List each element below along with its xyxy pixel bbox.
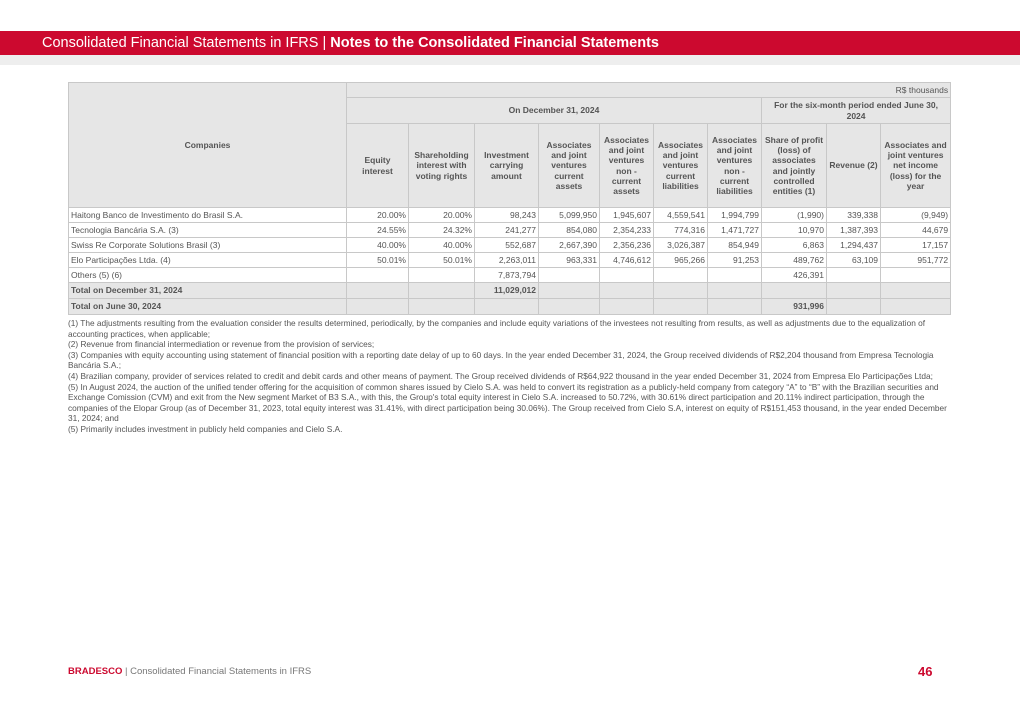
noncurrent-liabilities-cell: 854,949 — [708, 238, 762, 253]
revenue-cell — [827, 268, 881, 283]
noncurrent-assets-cell: 2,356,236 — [600, 238, 654, 253]
revenue-cell: 63,109 — [827, 253, 881, 268]
footer-text: Consolidated Financial Statements in IFRS — [130, 666, 312, 677]
share-profit-cell: 10,970 — [762, 223, 827, 238]
total-june-share: 931,996 — [762, 299, 827, 315]
voting-cell: 40.00% — [409, 238, 475, 253]
equity-cell: 20.00% — [347, 208, 409, 223]
investments-table — [68, 82, 951, 315]
table-row — [69, 253, 951, 268]
share-profit-cell: 426,391 — [762, 268, 827, 283]
current-liabilities-cell: 3,026,387 — [654, 238, 708, 253]
units-label: R$ thousands — [347, 83, 951, 98]
equity-cell: 40.00% — [347, 238, 409, 253]
noncurrent-assets-cell: 4,746,612 — [600, 253, 654, 268]
net-income-cell: (9,949) — [881, 208, 951, 223]
footnote: (2) Revenue from financial intermediation or revenue from the provision of services; — [68, 339, 375, 350]
group-december: On December 31, 2024 — [347, 98, 762, 124]
investment-cell: 241,277 — [475, 223, 539, 238]
revenue-cell: 1,294,437 — [827, 238, 881, 253]
revenue-cell: 1,387,393 — [827, 223, 881, 238]
equity-cell — [347, 268, 409, 283]
table-row — [69, 208, 951, 223]
table-row — [69, 238, 951, 253]
company-name: Haitong Banco de Investimento do Brasil S.A. — [69, 208, 347, 223]
noncurrent-assets-cell: 2,354,233 — [600, 223, 654, 238]
equity-cell: 24.55% — [347, 223, 409, 238]
col-current-assets: Associates and joint ventures current assets — [539, 124, 600, 208]
table-row — [69, 268, 951, 283]
col-revenue: Revenue (2) — [827, 124, 881, 208]
share-profit-cell: 489,762 — [762, 253, 827, 268]
col-equity-interest: Equity interest — [347, 124, 409, 208]
col-noncurrent-assets: Associates and joint ventures non - current assets — [600, 124, 654, 208]
share-profit-cell: (1,990) — [762, 208, 827, 223]
current-assets-cell: 854,080 — [539, 223, 600, 238]
noncurrent-liabilities-cell: 91,253 — [708, 253, 762, 268]
table-row — [69, 223, 951, 238]
footnote: (3) Companies with equity accounting using statement of financial position with a reporting date delay of up to 60 days. In the year ended December 31, 2024, the Group received dividends of R$2,204 thousand from Empresa Tecnologia Bancária S.A.; — [68, 349, 934, 371]
noncurrent-liabilities-cell: 1,994,799 — [708, 208, 762, 223]
current-liabilities-cell: 774,316 — [654, 223, 708, 238]
investment-cell: 7,873,794 — [475, 268, 539, 283]
col-noncurrent-liabilities: Associates and joint ventures non - current liabilities — [708, 124, 762, 208]
footnote: (5) In August 2024, the auction of the unified tender offering for the acquisition of common shares issued by Cielo S.A. was held to convert its registration as a publicly-held company from category “A” to “B” with the Brazilian securities and Exchange Comission (CVM) and exit from the New segment Market of B3 S.A., with this, the Group's total equity interest in Cielo S.A. increased to 50.72%, with 30.61% direct participation and 20.11% indirect participation, through the companies of the Elopar Group (as of December 31, 2023, total equity interest was 31.41%, with direct participation being 30.06%). The Group received from Cielo S.A, interest on equity of R$151,453 thousand, in the year ended December 31, 2024; and — [68, 381, 947, 424]
col-net-income: Associates and joint ventures net income (loss) for the year — [881, 124, 951, 208]
brand-name: BRADESCO — [68, 666, 123, 677]
net-income-cell: 17,157 — [881, 238, 951, 253]
company-name: Swiss Re Corporate Solutions Brasil (3) — [69, 238, 347, 253]
footnote: (4) Brazilian company, provider of services related to credit and debit cards and other means of payment. The Group received dividends of R$64,922 thousand in the year ended December 31, 2024 from Empresa Elo Participações Ltda; — [68, 370, 933, 381]
current-assets-cell: 2,667,390 — [539, 238, 600, 253]
share-profit-cell: 6,863 — [762, 238, 827, 253]
group-june: For the six-month period ended June 30, 2024 — [762, 98, 951, 124]
voting-cell: 20.00% — [409, 208, 475, 223]
net-income-cell: 44,679 — [881, 223, 951, 238]
equity-cell: 50.01% — [347, 253, 409, 268]
company-name: Elo Participações Ltda. (4) — [69, 253, 347, 268]
col-investment: Investment carrying amount — [475, 124, 539, 208]
col-companies: Companies — [69, 83, 347, 208]
col-current-liabilities: Associates and joint ventures current liabilities — [654, 124, 708, 208]
total-december-label: Total on December 31, 2024 — [69, 283, 347, 299]
revenue-cell: 339,338 — [827, 208, 881, 223]
footnotes — [68, 318, 950, 435]
total-december-investment: 11,029,012 — [475, 283, 539, 299]
current-liabilities-cell — [654, 268, 708, 283]
noncurrent-assets-cell: 1,945,607 — [600, 208, 654, 223]
current-liabilities-cell: 965,266 — [654, 253, 708, 268]
footnote: (1) The adjustments resulting from the evaluation consider the results determined, periodically, by the companies and include equity variations of the investees not resulting from results, as well as adjustments due to the equalization of accounting practices, when applicable; — [68, 318, 926, 339]
noncurrent-liabilities-cell: 1,471,727 — [708, 223, 762, 238]
current-liabilities-cell: 4,559,541 — [654, 208, 708, 223]
header-divider — [0, 55, 1020, 65]
footnote: (5) Primarily includes investment in publicly held companies and Cielo S.A. — [68, 423, 343, 434]
page-title-bold: Notes to the Consolidated Financial Statements — [330, 35, 659, 51]
voting-cell: 50.01% — [409, 253, 475, 268]
footer — [68, 666, 311, 677]
investment-cell: 552,687 — [475, 238, 539, 253]
header-bar — [0, 31, 1020, 55]
page-title — [42, 35, 659, 51]
investment-cell: 98,243 — [475, 208, 539, 223]
page-title-regular: Consolidated Financial Statements in IFRS | — [42, 35, 331, 51]
current-assets-cell: 5,099,950 — [539, 208, 600, 223]
company-name: Tecnologia Bancária S.A. (3) — [69, 223, 347, 238]
total-june-label: Total on June 30, 2024 — [69, 299, 347, 315]
noncurrent-assets-cell — [600, 268, 654, 283]
company-name: Others (5) (6) — [69, 268, 347, 283]
total-december-row — [69, 283, 951, 299]
net-income-cell — [881, 268, 951, 283]
col-share-profit: Share of profit (loss) of associates and jointly controlled entities (1) — [762, 124, 827, 208]
voting-cell — [409, 268, 475, 283]
page-number: 46 — [918, 664, 933, 679]
footer-separator: | — [122, 666, 131, 677]
current-assets-cell: 963,331 — [539, 253, 600, 268]
col-shareholding: Shareholding interest with voting rights — [409, 124, 475, 208]
total-june-row — [69, 299, 951, 315]
net-income-cell: 951,772 — [881, 253, 951, 268]
investment-cell: 2,263,011 — [475, 253, 539, 268]
voting-cell: 24.32% — [409, 223, 475, 238]
noncurrent-liabilities-cell — [708, 268, 762, 283]
current-assets-cell — [539, 268, 600, 283]
